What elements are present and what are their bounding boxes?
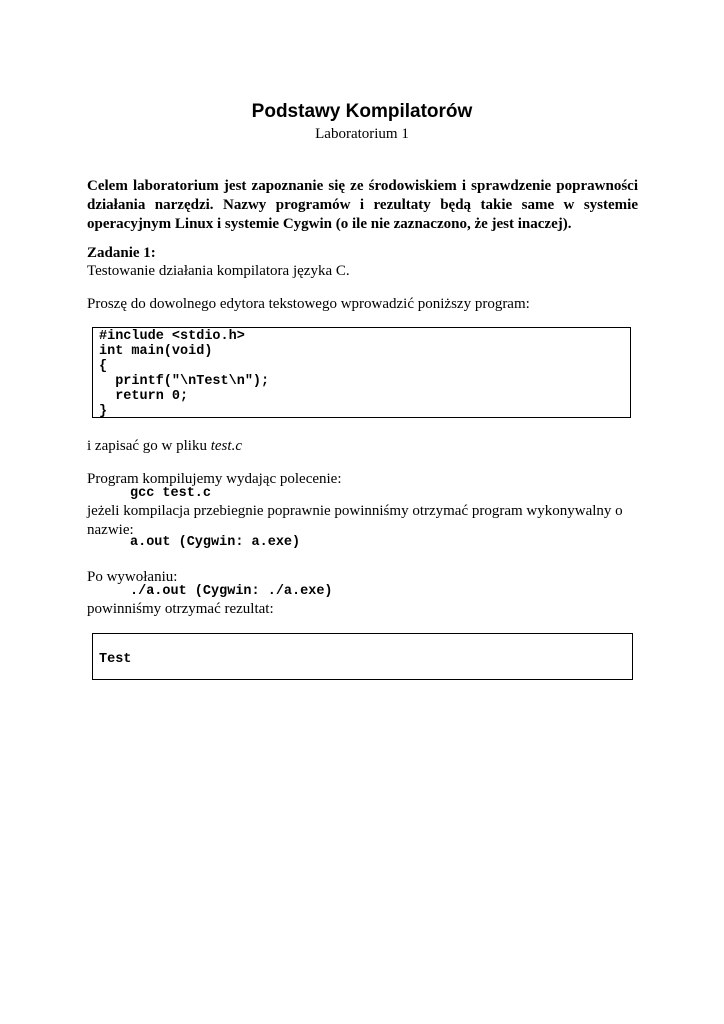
compile-result-text: jeżeli kompilacja przebiegnie poprawnie powinniśmy otrzymać program wykonywalny o nazwie: — [87, 503, 623, 538]
result-output: Test — [99, 652, 132, 667]
save-prefix: i zapisać go w pliku — [87, 438, 211, 454]
task-heading: Zadanie 1: — [87, 245, 156, 261]
intro-paragraph: Celem laboratorium jest zapoznanie się ze środowiskiem i sprawdzenie poprawności działania narzędzi. Nazwy programów i rezultaty będą takie same w systemie operacyjnym Linux i systemie Cygwin (o ile nie zaznaczono, że jest inaczej). — [87, 178, 638, 232]
run-command: ./a.out (Cygwin: ./a.exe) — [130, 584, 333, 599]
result-block — [92, 633, 633, 680]
page-subtitle: Laboratorium 1 — [315, 126, 409, 142]
compile-command: gcc test.c — [130, 486, 212, 501]
code-line: } — [99, 404, 108, 419]
task-instruction: Proszę do dowolnego edytora tekstowego wprowadzić poniższy program: — [87, 296, 530, 312]
code-line: #include <stdio.h> — [99, 329, 245, 344]
page-title: Podstawy Kompilatorów — [251, 101, 473, 122]
code-line: return 0; — [99, 389, 189, 404]
code-line: printf("\nTest\n"); — [99, 374, 270, 389]
output-filename: a.out (Cygwin: a.exe) — [130, 535, 301, 550]
task-description: Testowanie działania kompilatora języka C. — [87, 263, 350, 279]
code-line: int main(void) — [99, 344, 213, 359]
save-filename: test.c — [210, 438, 242, 454]
run-instruction: Po wywołaniu: — [87, 569, 178, 585]
expected-output-text: powinniśmy otrzymać rezultat: — [87, 601, 274, 617]
code-line: { — [99, 359, 108, 374]
save-instruction — [87, 437, 638, 456]
code-block — [92, 327, 631, 418]
compile-instruction: Program kompilujemy wydając polecenie: — [87, 471, 342, 487]
